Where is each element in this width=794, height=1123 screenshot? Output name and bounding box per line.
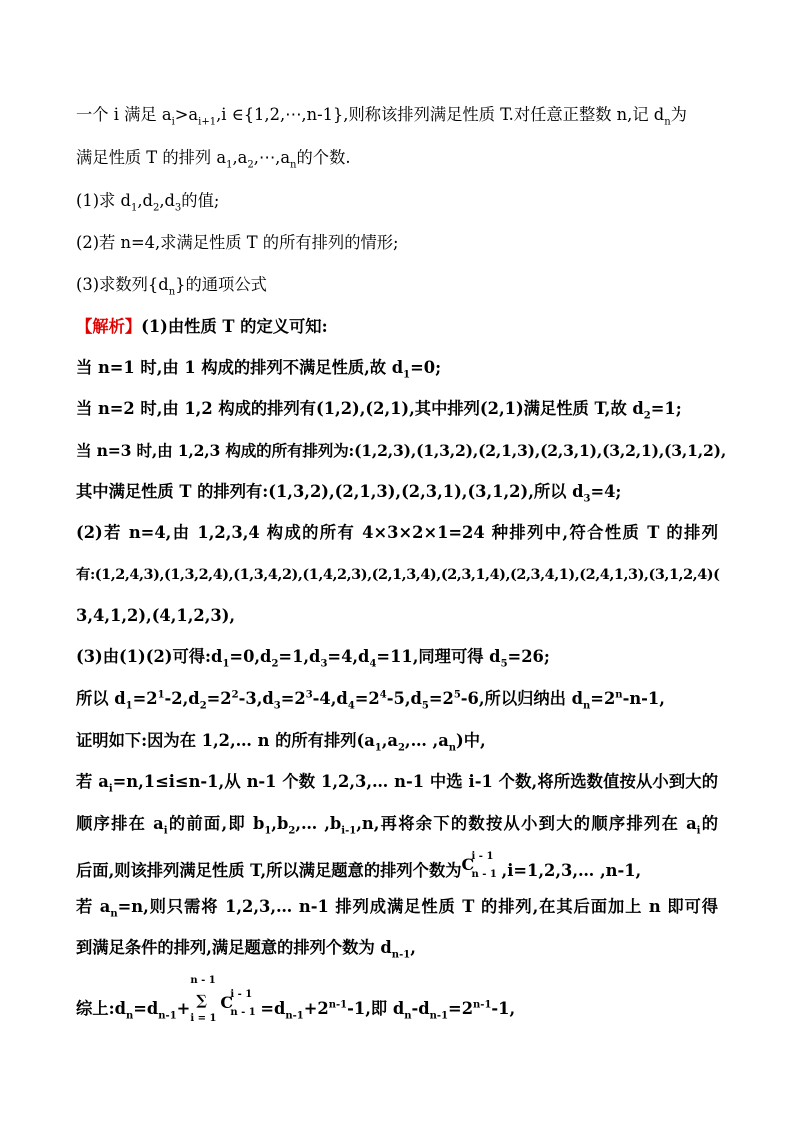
analysis-line-proof: 证明如下:因为在 1,2,… n 的所有排列($a_1,a_2,\dots$ $,a_n$)中, [76,731,486,754]
analysis-line-case-an: 若 $a_n=n$,则只需将 1,2,3,… n-1 排列成满足性质 T 的排列,在其后面加上 n 即可得 [76,897,718,920]
analysis-line-order: 顺序排在 $a_i$的前面,即 $b_1,b_2,\dots$ $,b_{i-1},n$,再将余下的数按从小到大的顺序排列在 $a_i$的 [76,814,718,837]
analysis-tag: 【解析】 [76,317,142,336]
analysis-line-part3: (3)由(1)(2)可得$:d_1=0,d_2=1,d_3=4,d_4=11$,同理可得 $d_5=26$; [76,647,550,670]
summation-symbol: n - 1 ∑ i = 1 [190,975,217,1024]
analysis-line-perms: 有:(1,2,4,3),(1,3,2,4),(1,3,4,2),(1,4,2,3),(2,1,3,4),(2,3,1,4),(2,3,4,1),(2,4,1,3),(3,1,2,4)( [76,566,720,583]
analysis-line-part2: (2)若 n=4,由 1,2,3,4 构成的所有 4×3×2×1=24 种排列中,符合性质 T 的排列 [76,523,718,542]
analysis-heading: 【解析】(1)由性质 T 的定义可知: [76,317,328,336]
analysis-line-n3-result: 其中满足性质 T 的排列有:(1,3,2),(2,1,3),(2,3,1),(3,1,2),所以 $d_3=4$; [76,482,622,505]
analysis-line-count-2: 到满足条件的排列,满足题意的排列个数为 $d_{n-1}$, [76,938,416,961]
text-line-1: 一个 i 满足 $a_i>a_{i+1},i$ ∈{1,2,⋯,n-1},则称该排列满足性质 T.对任意正整数 n,记 $d_n$为 [76,105,687,128]
analysis-line-case-ai: 若 $a_i=n,1\le i\le n-1$,从 n-1 个数 1,2,3,… n-1 中选 i-1 个数,将所选数值按从小到大的 [76,772,718,795]
analysis-line-induction: 所以 $d_1=2^1-2,d_2=2^2-3,d_3=2^3-4,d_4=2^4-5,d_5=2^5-6$,所以归纳出 $d_n=2^n-n-1$, [76,689,665,712]
analysis-line-perms-cont: 3,4,1,2),(4,1,2,3), [76,606,236,625]
combination-symbol-2: C i - 1 n - 1 [220,989,256,1018]
question-1: (1)求 $d_1,d_2,d_3$的值; [76,191,220,214]
combination-symbol: C i - 1 n - 1 [461,851,497,880]
analysis-line-n3: 当 n=3 时,由 1,2,3 构成的所有排列为:(1,2,3),(1,3,2),(2,1,3),(2,3,1),(3,2,1),(3,1,2), [76,441,727,460]
analysis-line-n1: 当 n=1 时,由 1 构成的排列不满足性质,故 $d_1=0$; [76,358,442,381]
question-3: (3)求数列$\{d_n\}$的通项公式 [76,275,267,298]
question-2: (2)若 n=4,求满足性质 T 的所有排列的情形; [76,233,399,252]
text-line-2: 满足性质 T 的排列 $a_1,a_2,\cdots,a_n$的个数. [76,148,351,171]
analysis-line-conclusion: 综上$:d_n=d_{n-1}+$ n - 1 ∑ i = 1 C i - 1 n - 1 $=d_{n-1}+2^{n-1}-1$,即 $d_n-d_{n-1}=2^{n-1}-1$, [76,975,516,1024]
analysis-line-n2: 当 n=2 时,由 1,2 构成的排列有(1,2),(2,1),其中排列(2,1)满足性质 T,故 $d_2=1$; [76,399,682,422]
analysis-line-count: 后面,则该排列满足性质 T,所以满足题意的排列个数为 C i - 1 n - 1 ,i=1,2,3,… ,n-1, [76,851,642,880]
